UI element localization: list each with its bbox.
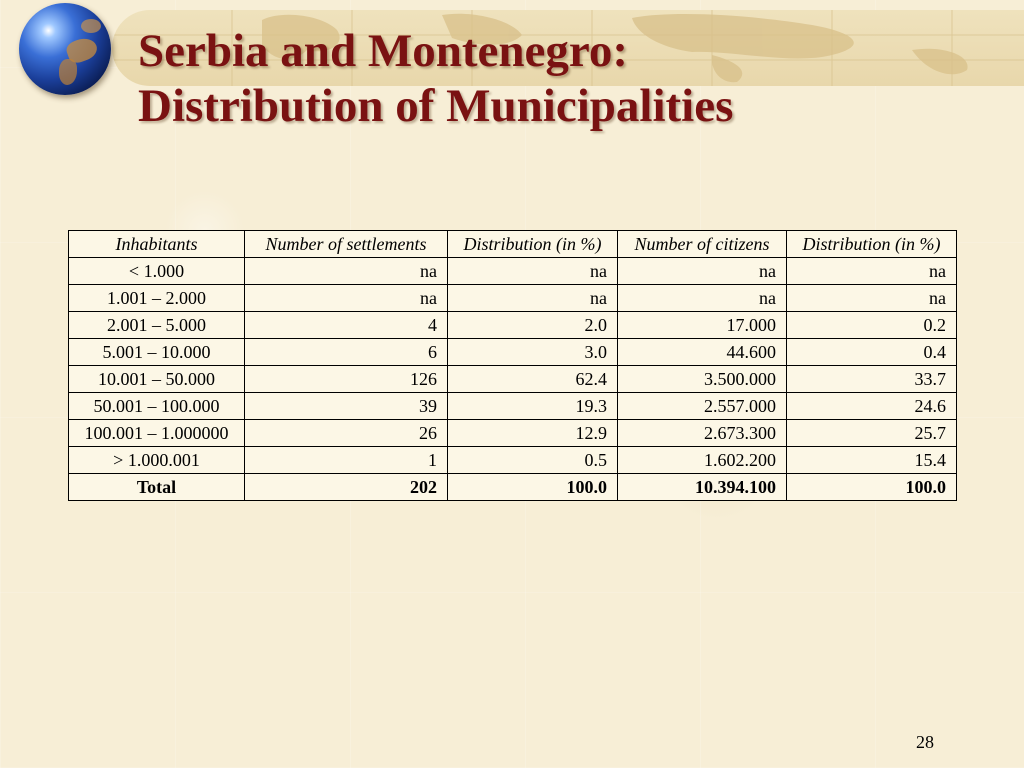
- header-inhabitants: Inhabitants: [69, 231, 245, 258]
- table-total-row: [69, 474, 957, 501]
- cell-settlements-pct: 0.5: [448, 447, 618, 474]
- cell-inhabitants: 1.001 – 2.000: [69, 285, 245, 312]
- cell-citizens: 3.500.000: [618, 366, 787, 393]
- table-row: [69, 447, 957, 474]
- cell-total-citizens: 10.394.100: [618, 474, 787, 501]
- cell-citizens-pct: 0.4: [787, 339, 957, 366]
- cell-inhabitants: 10.001 – 50.000: [69, 366, 245, 393]
- cell-total-settlements: 202: [245, 474, 448, 501]
- cell-settlements: 26: [245, 420, 448, 447]
- page-title: [138, 24, 733, 134]
- table-row: [69, 366, 957, 393]
- cell-citizens-pct: 0.2: [787, 312, 957, 339]
- table-row: [69, 258, 957, 285]
- cell-inhabitants: 5.001 – 10.000: [69, 339, 245, 366]
- cell-total-label: Total: [69, 474, 245, 501]
- municipalities-table: [68, 230, 957, 501]
- cell-settlements: na: [245, 285, 448, 312]
- cell-citizens: na: [618, 285, 787, 312]
- cell-settlements: 39: [245, 393, 448, 420]
- cell-settlements: 4: [245, 312, 448, 339]
- cell-settlements-pct: 62.4: [448, 366, 618, 393]
- cell-citizens: 1.602.200: [618, 447, 787, 474]
- cell-inhabitants: 2.001 – 5.000: [69, 312, 245, 339]
- cell-inhabitants: < 1.000: [69, 258, 245, 285]
- header-number-of-citizens: Number of citizens: [618, 231, 787, 258]
- cell-citizens-pct: 15.4: [787, 447, 957, 474]
- cell-citizens-pct: 33.7: [787, 366, 957, 393]
- table-row: [69, 393, 957, 420]
- table-row: [69, 420, 957, 447]
- header-number-of-settlements: Number of settlements: [245, 231, 448, 258]
- cell-citizens-pct: 24.6: [787, 393, 957, 420]
- cell-inhabitants: 50.001 – 100.000: [69, 393, 245, 420]
- cell-settlements-pct: 19.3: [448, 393, 618, 420]
- cell-settlements-pct: 2.0: [448, 312, 618, 339]
- table-header-row: [69, 231, 957, 258]
- cell-inhabitants: > 1.000.001: [69, 447, 245, 474]
- cell-inhabitants: 100.001 – 1.000000: [69, 420, 245, 447]
- table-row: [69, 339, 957, 366]
- cell-settlements-pct: 3.0: [448, 339, 618, 366]
- cell-settlements-pct: na: [448, 285, 618, 312]
- header-citizens-distribution: Distribution (in %): [787, 231, 957, 258]
- cell-citizens: 17.000: [618, 312, 787, 339]
- cell-citizens: 44.600: [618, 339, 787, 366]
- cell-settlements: 6: [245, 339, 448, 366]
- cell-total-settlements-pct: 100.0: [448, 474, 618, 501]
- cell-citizens-pct: na: [787, 285, 957, 312]
- header-settlements-distribution: Distribution (in %): [448, 231, 618, 258]
- cell-citizens: na: [618, 258, 787, 285]
- title-line-2: Distribution of Municipalities: [138, 80, 734, 132]
- cell-citizens: 2.673.300: [618, 420, 787, 447]
- cell-settlements-pct: na: [448, 258, 618, 285]
- table-row: [69, 312, 957, 339]
- cell-settlements: na: [245, 258, 448, 285]
- cell-settlements-pct: 12.9: [448, 420, 618, 447]
- cell-citizens-pct: na: [787, 258, 957, 285]
- globe-icon: [19, 3, 111, 95]
- title-line-1: Serbia and Montenegro:: [138, 25, 629, 77]
- cell-citizens: 2.557.000: [618, 393, 787, 420]
- table-row: [69, 285, 957, 312]
- cell-settlements: 126: [245, 366, 448, 393]
- cell-total-citizens-pct: 100.0: [787, 474, 957, 501]
- cell-citizens-pct: 25.7: [787, 420, 957, 447]
- page-number: 28: [916, 732, 934, 752]
- cell-settlements: 1: [245, 447, 448, 474]
